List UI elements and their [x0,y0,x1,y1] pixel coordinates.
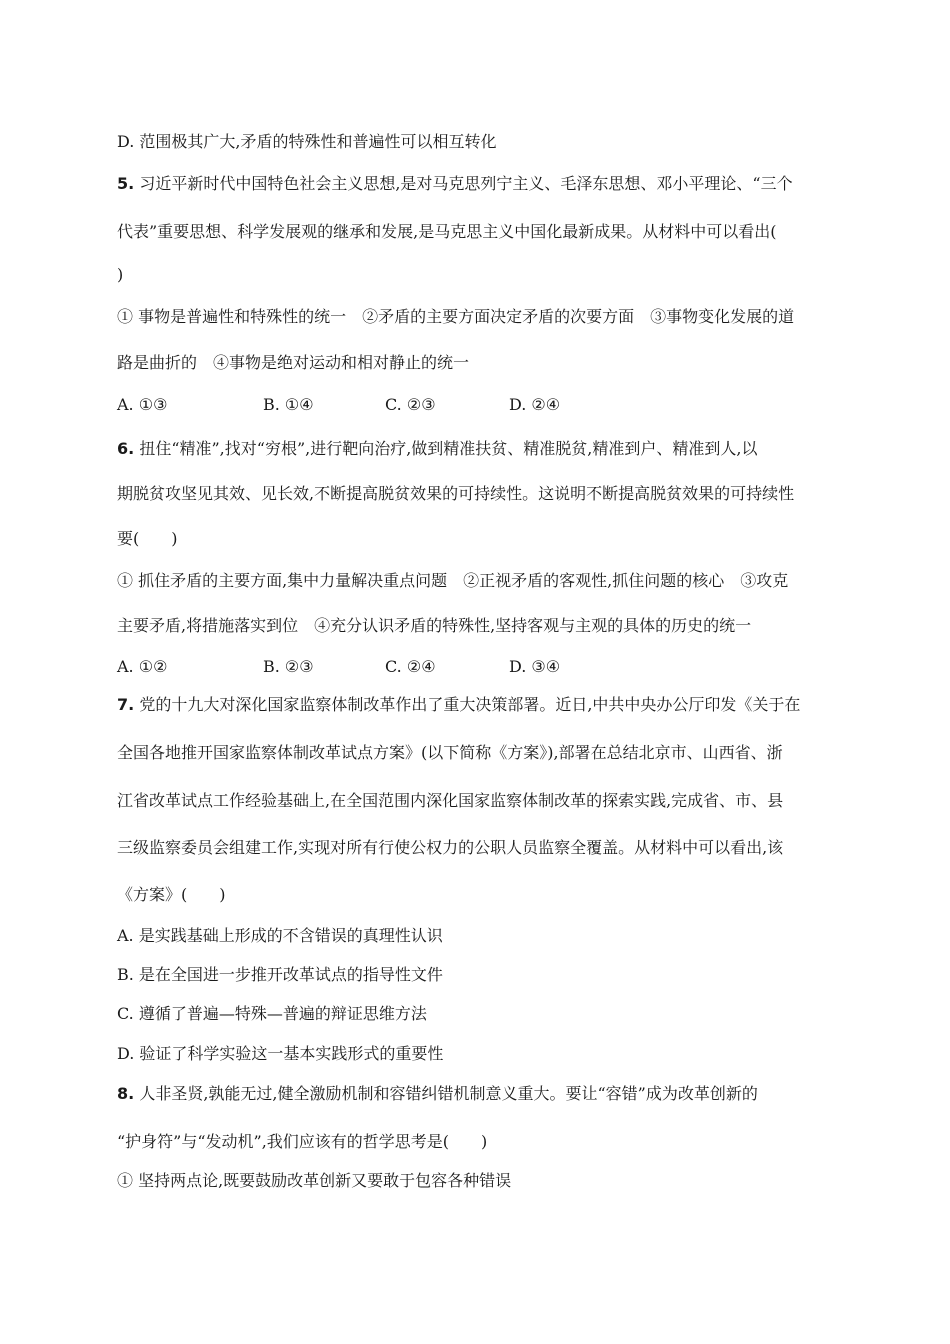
q7-option-a[interactable]: A. 是实践基础上形成的不含错误的真理性认识 [117,926,443,945]
q6-stem-line-3: 要( ) [117,529,178,548]
q5-stem-line-2: 代表”重要思想、科学发展观的继承和发展,是马克思主义中国化最新成果。从材料中可以看出( [117,222,777,241]
q7-stem-line-5: 《方案》( ) [117,885,226,904]
q7-stem-line-3: 江省改革试点工作经验基础上,在全国范围内深化国家监察体制改革的探索实践,完成省、市、县 [117,791,784,810]
q7-number: 7. [117,695,135,714]
q8-stem-line-1: 8. 人非圣贤,孰能无过,健全激励机制和容错纠错机制意义重大。要让“容错”成为改革创新的 [117,1084,758,1103]
q4-option-d: D. 范围极其广大,矛盾的特殊性和普遍性可以相互转化 [117,132,497,151]
q5-statements-line-2: 路是曲折的 ④事物是绝对运动和相对静止的统一 [117,353,470,372]
q6-option-d[interactable]: D. ③④ [509,657,561,676]
q7-option-b[interactable]: B. 是在全国进一步推开改革试点的指导性文件 [117,965,443,984]
q5-stem-line-1: 5. 习近平新时代中国特色社会主义思想,是对马克思列宁主义、毛泽东思想、邓小平理论、“三个 [117,174,793,193]
q5-number: 5. [117,174,135,193]
q5-statements-line-1: ① 事物是普遍性和特殊性的统一 ②矛盾的主要方面决定矛盾的次要方面 ③事物变化发展的道 [117,307,795,326]
q6-option-a[interactable]: A. ①② [117,657,168,676]
q5-option-c[interactable]: C. ②③ [385,395,436,414]
q5-option-b[interactable]: B. ①④ [263,395,314,414]
q6-statements-line-1: ① 抓住矛盾的主要方面,集中力量解决重点问题 ②正视矛盾的客观性,抓住问题的核心 ③攻克 [117,571,789,590]
q5-options [117,394,837,416]
q8-stem-line-2: “护身符”与“发动机”,我们应该有的哲学思考是( ) [117,1132,488,1151]
q6-stem-line-1: 6. 扭住“精准”,找对“穷根”,进行靶向治疗,做到精准扶贫、精准脱贫,精准到户、精准到人,以 [117,439,758,458]
q7-stem-line-1: 7. 党的十九大对深化国家监察体制改革作出了重大决策部署。近日,中共中央办公厅印发《关于在 [117,695,801,714]
q7-option-d[interactable]: D. 验证了科学实验这一基本实践形式的重要性 [117,1044,444,1063]
q6-option-c[interactable]: C. ②④ [385,657,436,676]
q5-stem-line-3: ) [117,265,124,284]
q7-option-c[interactable]: C. 遵循了普遍—特殊—普遍的辩证思维方法 [117,1004,427,1023]
q8-number: 8. [117,1084,135,1103]
q8-statements-line-1: ① 坚持两点论,既要鼓励改革创新又要敢于包容各种错误 [117,1171,512,1190]
q6-stem-line-2: 期脱贫攻坚见其效、见长效,不断提高脱贫效果的可持续性。这说明不断提高脱贫效果的可持续性 [117,484,795,503]
q7-stem-line-2: 全国各地推开国家监察体制改革试点方案》(以下简称《方案》),部署在总结北京市、山西省、浙 [117,743,783,762]
q5-option-a[interactable]: A. ①③ [117,395,168,414]
q5-option-d[interactable]: D. ②④ [509,395,561,414]
q6-number: 6. [117,439,135,458]
q6-option-b[interactable]: B. ②③ [263,657,314,676]
q6-statements-line-2: 主要矛盾,将措施落实到位 ④充分认识矛盾的特殊性,坚持客观与主观的具体的历史的统一 [117,616,752,635]
q7-stem-line-4: 三级监察委员会组建工作,实现对所有行使公权力的公职人员监察全覆盖。从材料中可以看出,该 [117,838,784,857]
q6-options [117,656,837,678]
